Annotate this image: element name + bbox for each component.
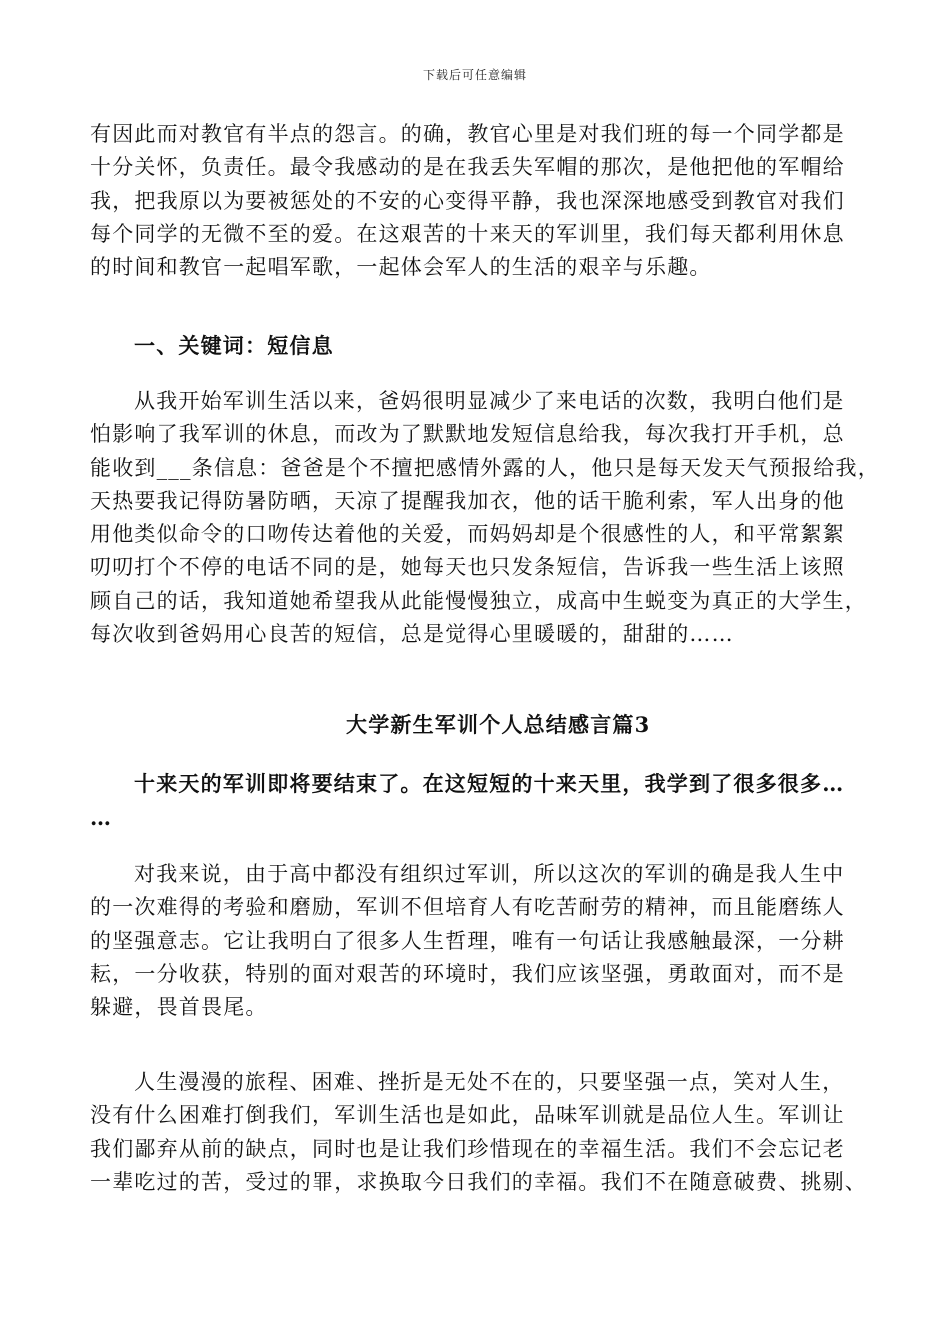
text-line: 的时间和教官一起唱军歌，一起体会军人的生活的艰辛与乐趣。 (90, 255, 712, 280)
text-line: 的一次难得的考验和磨励，军训不但培育人有吃苦耐劳的精神，而且能磨练人 (90, 895, 845, 920)
text-line: 人生漫漫的旅程、困难、挫折是无处不在的，只要坚强一点，笑对人生， (134, 1070, 845, 1094)
text-line: 我们鄙弃从前的缺点，同时也是让我们珍惜现在的幸福生活。我们不会忘记老 (90, 1136, 845, 1161)
paragraph-4 (90, 1066, 867, 1199)
text-line: 天热要我记得防暑防晒，天凉了提醒我加衣，他的话干脆利索，军人出身的他 (90, 488, 845, 513)
text-line: 的坚强意志。它让我明白了很多人生哲理，唯有一句话让我感触最深，一分耕 (90, 928, 845, 953)
paragraph-3 (90, 858, 845, 1024)
section-heading: 一、关键词：短信息 (134, 333, 334, 358)
text-line: 一辈吃过的苦，受过的罪，求换取今日我们的幸福。我们不在随意破费、挑剔、 (90, 1169, 867, 1194)
text-line: 每个同学的无微不至的爱。在这艰苦的十来天的军训里，我们每天都利用休息 (90, 221, 845, 246)
text-line: 怕影响了我军训的休息，而改为了默默地发短信息给我，每次我打开手机，总 (90, 422, 845, 447)
page-header: 下载后可任意编辑 (422, 68, 527, 82)
text-line: … (90, 805, 113, 830)
text-line: 躲避，畏首畏尾。 (90, 995, 268, 1020)
text-line: 对我来说，由于高中都没有组织过军训，所以这次的军训的确是我人生中 (134, 862, 845, 886)
text-line: 有因此而对教官有半点的怨言。的确，教官心里是对我们班的每一个同学都是 (90, 122, 845, 146)
text-line: 用他类似命令的口吻传达着他的关爱，而妈妈却是个很感性的人，和平常絮絮 (90, 522, 845, 547)
paragraph-2 (90, 385, 880, 651)
text-line: 十来天的军训即将要结束了。在这短短的十来天里，我学到了很多很多… (134, 771, 845, 796)
bold-paragraph (90, 767, 844, 835)
article-title: 大学新生军训个人总结感言篇3 (346, 712, 651, 737)
text-line: 从我开始军训生活以来，爸妈很明显减少了来电话的次数，我明白他们是 (134, 389, 845, 413)
paragraph-1 (90, 118, 845, 284)
text-line: 顾自己的话，我知道她希望我从此能慢慢独立，成高中生蜕变为真正的大学生， (90, 588, 867, 613)
text-line: 每次收到爸妈用心良苦的短信，总是觉得心里暖暖的，甜甜的…… (90, 622, 734, 647)
text-line: 能收到___条信息：爸爸是个不擅把感情外露的人，他只是每天发天气预报给我， (90, 455, 880, 480)
text-line: 没有什么困难打倒我们，军训生活也是如此，品味军训就是品位人生。军训让 (90, 1103, 845, 1128)
text-line: 我，把我原以为要被惩处的不安的心变得平静，我也深深地感受到教官对我们 (90, 188, 845, 213)
text-line: 耘，一分收获，特别的面对艰苦的环境时，我们应该坚强，勇敢面对，而不是 (90, 961, 845, 986)
text-line: 叨叨打个不停的电话不同的是，她每天也只发条短信，告诉我一些生活上该照 (90, 555, 845, 580)
text-line: 十分关怀，负责任。最令我感动的是在我丢失军帽的那次，是他把他的军帽给 (90, 155, 845, 180)
